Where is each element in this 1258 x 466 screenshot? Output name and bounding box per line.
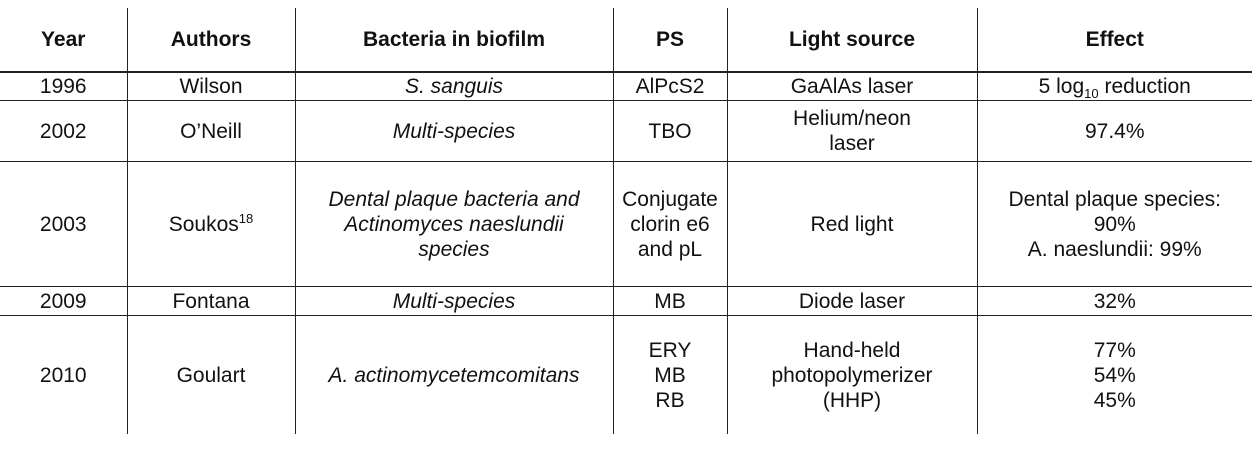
table-row <box>0 72 1252 101</box>
cell-ps: AlPcS2 <box>613 72 727 101</box>
cell-year: 2002 <box>0 101 127 162</box>
cell-bacteria: S. sanguis <box>295 72 613 101</box>
cell-author <box>127 316 295 435</box>
table-row <box>0 287 1252 316</box>
cell-bacteria: Multi-species <box>295 287 613 316</box>
cell-effect <box>977 162 1252 287</box>
cell-effect <box>977 316 1252 435</box>
cell-light-source: Red light <box>727 162 977 287</box>
cell-ps <box>613 316 727 435</box>
cell-light-source: Diode laser <box>727 287 977 316</box>
header-light-source: Light source <box>727 8 977 72</box>
header-year: Year <box>0 8 127 72</box>
biofilm-pdt-table <box>0 8 1252 434</box>
cell-ps: Conjugate clorin e6 and pL <box>613 162 727 287</box>
cell-year: 2009 <box>0 287 127 316</box>
cell-year: 2003 <box>0 162 127 287</box>
cell-author <box>127 72 295 101</box>
effect-line: 77% <box>1093 338 1136 362</box>
cell-bacteria: A. actinomycetemcomitans <box>295 316 613 435</box>
ps-line: RB <box>655 388 685 412</box>
author-name: Fontana <box>172 289 250 313</box>
cell-year: 2010 <box>0 316 127 435</box>
header-authors: Authors <box>127 8 295 72</box>
author-name: O’Neill <box>180 119 242 143</box>
cell-effect <box>977 72 1252 101</box>
cell-light-source: Helium/neon laser <box>727 101 977 162</box>
table-row <box>0 316 1252 435</box>
author-name: Wilson <box>179 75 243 98</box>
cell-effect: 32% <box>977 287 1252 316</box>
ps-line: ERY <box>648 338 692 362</box>
header-ps: PS <box>613 8 727 72</box>
cell-light-source: Hand-held photopolymerizer (HHP) <box>727 316 977 435</box>
header-row <box>0 8 1252 72</box>
effect-line: Dental plaque species: 90% <box>1008 187 1221 236</box>
author-name: Soukos <box>168 212 239 236</box>
cell-ps: TBO <box>613 101 727 162</box>
author-name: Goulart <box>176 363 246 387</box>
effect-text-suffix: reduction <box>1098 75 1191 98</box>
header-effect: Effect <box>977 8 1252 72</box>
cell-author <box>127 162 295 287</box>
effect-text: 5 log <box>1038 75 1085 98</box>
cell-author <box>127 287 295 316</box>
cell-ps: MB <box>613 287 727 316</box>
table-row <box>0 162 1252 287</box>
cell-light-source: GaAlAs laser <box>727 72 977 101</box>
ps-line: MB <box>654 363 686 387</box>
author-citation: 18 <box>238 210 254 226</box>
header-bacteria: Bacteria in biofilm <box>295 8 613 72</box>
cell-effect: 97.4% <box>977 101 1252 162</box>
effect-line: 45% <box>1093 388 1136 412</box>
effect-subscript: 10 <box>1084 86 1099 102</box>
effect-line: 54% <box>1093 363 1136 387</box>
effect-line: A. naeslundii: 99% <box>1027 237 1202 261</box>
cell-bacteria: Multi-species <box>295 101 613 162</box>
table-row <box>0 101 1252 162</box>
cell-bacteria: Dental plaque bacteria and Actinomyces naeslundii species <box>295 162 613 287</box>
cell-year: 1996 <box>0 72 127 101</box>
cell-author <box>127 101 295 162</box>
